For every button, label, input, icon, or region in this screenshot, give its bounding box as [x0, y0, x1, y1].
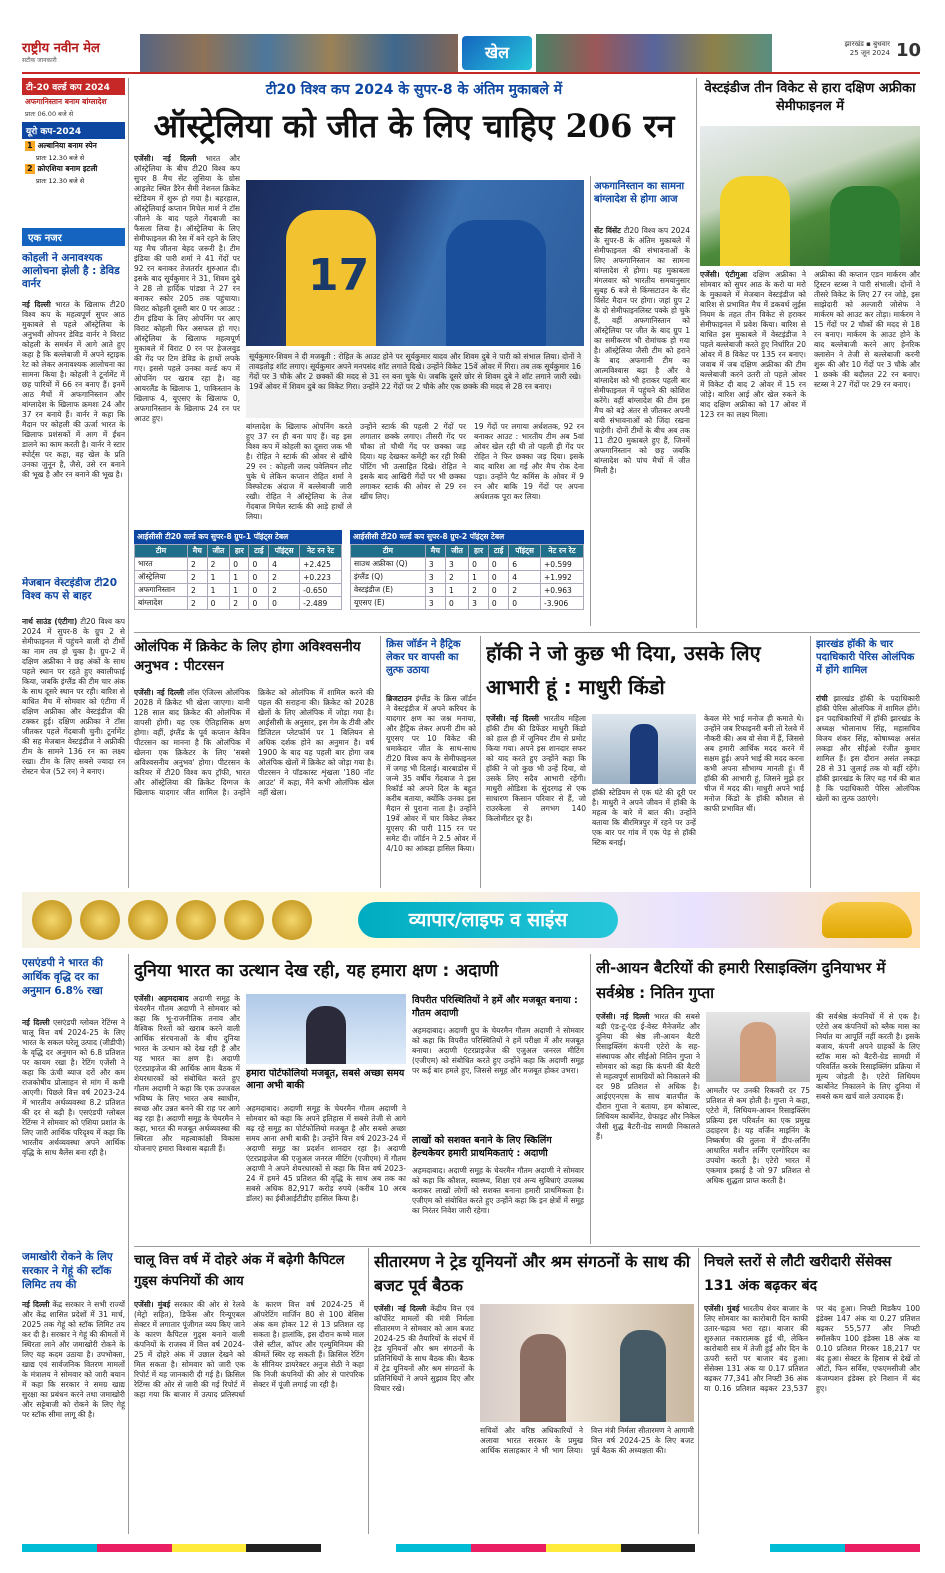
- sidebar-schedule: [22, 78, 125, 218]
- table-cell: 1: [469, 571, 489, 584]
- table-cell: 1: [207, 584, 230, 597]
- hockey-photo-caption: हॉकी स्टेडियम से एक घंटे की दूरी पर है। माधुरी ने अपने जीवन में हॉकी के महत्व के बारे में बात की। उन्होंने बताया कि बीरमित्रपुर में रहने पर उन्हें एक बार पर गांव में एक पेड़ से हॉकी स्टिक बनाई।: [592, 788, 696, 847]
- jordan-body: [386, 694, 476, 886]
- biz-row2-div-b: [698, 1248, 699, 1534]
- coins-graphic: [32, 900, 332, 940]
- hockey-text-1: भारतीय महिला हॉकी टीम की डिफेंडर माधुरी किंडो को हाल ही में जूनियर टीम से प्रमोट किया गया। अपने इस शानदार सफर को याद करते हुए उन्होंने कहा कि हॉकी ने जो कुछ भी उन्हें दिया, वो उसके लिए सदैव आभारी रहेंगी। माधुरी ओडिशा के सुंदरगढ़ से एक साधारण किसान परिवार से हैं, जो राउरकेला से लगभग 140 किलोमीटर दूर है।: [486, 714, 586, 823]
- table1-header: टाई: [249, 545, 269, 558]
- table1-header: टीम: [135, 545, 188, 558]
- adani-portrait-figure: [306, 1006, 346, 1064]
- gupta-body-col1: [596, 1012, 700, 1240]
- lead-body-col1: [134, 154, 240, 528]
- lead-photo-caption: सूर्यकुमार-शिवम ने दी मजबूती : रोहित के आउट होने पर सूर्यकुमार यादव और शिवम दुबे ने पारी को संभाल लिया। दोनों ने तावड़तोड़ शॉट लगाए। सूर्यकुमार अपने मनपसंद शॉट लगाते दिखे। उन्होंने विकेट 15वें ओवर में गिरा। तब तक सूर्यकुमार 16 गेंदों पर 3 चौके और 2 छक्कों की मदद से 31 रन बना चुके थे। जबकि दूसरे छोर से शिवम दुबे ने शॉट लगाने जारी रखे। 19वें ओवर में शिवम दुबे का विकेट गिरा। उन्होंने 22 गेंदों पर 2 चौके और एक छक्के की मदद से 28 रन बनाए।: [246, 350, 584, 418]
- table-cell: साउथ अफ्रीका (Q): [351, 558, 426, 571]
- table-cell: -2.489: [300, 597, 342, 610]
- lead-kicker: टी20 विश्व कप 2024 के सुपर-8 के अंतिम मुकाबले में: [265, 82, 563, 98]
- adani-dateline: एजेंसी। अहमदाबाद: [134, 994, 189, 1003]
- player-jersey-number: 17: [308, 250, 370, 301]
- wi-text-1: दक्षिण अफ्रीका ने सोमवार को सुपर आठ के करो या मरो के मुकाबले में मेजबान वेस्टइंडीज को बारिश से प्रभावित मैच में डकवर्थ लुईस नियम के तहत तीन विकेट से हराकर सेमीफाइनल में प्रवेश किया। बारिश से बाधित इस मुकाबले में वेस्टइंडीज ने पहले बल्लेबाजी करते हुए निर्धारित 20 ओवर में 8 विकेट पर 135 रन बनाए। जवाब में जब दक्षिण अफ्रीका की टीम बल्लेबाजी करने उतरी तो पहले ओवर में विकेट दी बाद 2 ओवर में 15 रन जोड़े। बारिश आई और खेल रुकने के बाद दक्षिण अफ्रीका को 17 ओवर में 123 रन का लक्ष्य मिला।: [700, 270, 806, 419]
- lead-dateline: एजेंसी। नई दिल्ली: [134, 154, 197, 163]
- gupta-body-col3: की सर्वश्रेष्ठ कंपनियों में से एक है। एटेरो अब कंपनियों को ब्लैक मास का निर्यात या आपूर्ति नहीं करती है। इसके बजाय, कंपनी अपने ग्राहकों के लिए स्टॉक मास को बैटरी-ग्रेड सामग्री में परिवर्तित करके रिसाइक्लिंग प्रक्रिया में मूल्य जोड़ती है। एटेरो लिथियम कार्बोनेट निकालने के लिए दुनिया में सबसे कम खर्च वाले उत्पादक हैं।: [816, 1012, 920, 1101]
- table-cell: 3: [469, 597, 489, 610]
- brand-name: राष्ट्रीय नवीन मेल: [22, 41, 100, 56]
- masthead: [22, 34, 920, 74]
- sp-text: एसएंडपी ग्लोबल रेटिंग्स ने चालू वित्त वर्ष 2024-25 के लिए भारत के सकल घरेलू उत्पाद (जीडीपी) के वृद्धि दर अनुमान को 6.8 प्रतिशत पर कायम रखा है। रेटिंग एजेंसी ने कहा कि ऊंची ब्याज दरों और कम राजकोषीय प्रोत्साहन से मांग में कमी आएगी। पिछले वित्त वर्ष 2023-24 में भारतीय अर्थव्यवस्था 8.2 प्रतिशत की दर से बढ़ी है। एसएंडपी ग्लोबल रेटिंग्स ने सोमवार को एशिया प्रशांत के लिए जारी आर्थिक परिदृश्य में कहा कि भारतीय अर्थव्यवस्था अपने आर्थिक वृद्धि के साथ बैलेंस बना रही है।: [22, 1018, 125, 1157]
- euro-match-2: [22, 162, 125, 176]
- sitharaman-dateline: एजेंसी। नई दिल्ली: [374, 1304, 427, 1313]
- player-jersey-blue: [446, 220, 546, 346]
- table-cell: 0: [249, 558, 269, 571]
- lead-body-col3: उन्होंने स्टार्क की पहली 2 गेंदों पर लगातार छक्के लगाए। तीसरी गेंद पर चौका तो चौथी गेंद पर छक्का जड़ दिया। यह देखकर कमेंट्री कर रही रिकी पोंटिंग भी उत्साहित दिखे। रोहित ने इसके बाद आखिरी गेंदों पर भी छक्का लगाकर स्टार्क की ओवर से 29 रन खींच लिए।: [360, 422, 466, 501]
- olympic-body: [134, 688, 374, 886]
- wi-photo: [700, 126, 920, 266]
- row2-div-b: [480, 636, 481, 888]
- table-cell: वेस्टइंडीज (E): [351, 584, 426, 597]
- adani-headline: दुनिया भारत का उत्थान देख रही, यह हमारा क्षण : अदाणी: [134, 961, 499, 981]
- adani-sub2-body: अहमदाबाद। अदाणी ग्रुप के चेयरमैन गौतम अदाणी ने सोमवार को कहा कि विपरीत परिस्थितियों ने हमें परीक्षा में और मजबूत बनाया। अदाणी एंटरप्राइजेज की एजुअल जनरल मीटिंग (एजीएम) को संबोधित करते हुए उन्होंने कहा कि अदाणी समूह पर कई बार हमले हुए, जिससे समूह और मजबूत होकर उभरा।: [412, 1026, 584, 1075]
- euro-match-2-teams: क्रोएशिया बनाम इटली: [37, 164, 98, 173]
- business-banner: [22, 892, 920, 948]
- euro-match-1-no: 1: [27, 141, 33, 150]
- table-cell: 2: [469, 584, 489, 597]
- t20-title: टी-20 वर्ल्ड कप 2024: [22, 78, 125, 95]
- biz-sidebar-divider: [128, 954, 129, 1534]
- table-cell: 0: [269, 597, 300, 610]
- table-cell: 0: [230, 558, 249, 571]
- wheat-dateline: नई दिल्ली: [22, 1300, 50, 1309]
- side-story-2-body: [22, 617, 125, 887]
- table-cell: 1: [445, 584, 468, 597]
- sensex-text: भारतीय शेयर बाजार के लिए सोमवार का कारोबारी दिन काफी उतार-चढ़ाव भरा रहा। बाजार की शुरुआत नकारात्मक हुई थी, लेकिन कारोबारी सत्र में तेजी हुई और दिन के ऊपरी स्तरों पर बाजार बंद हुआ। सेंसेक्स 131 अंक या 0.17 प्रतिशत बढ़कर 77,341 और निफ्टी 36 अंक या 0.16 प्रतिशत बढ़कर 23,537 पर बंद हुआ। निफ्टी मिडकैप 100 इंडेक्स 147 अंक या 0.27 प्रतिशत बढ़कर 55,577 और निफ्टी स्मॉलकैप 100 इंडेक्स 18 अंक या 0.10 प्रतिशत गिरकर 18,217 पर बंद हुआ। सेक्टर के हिसाब से देखें तो ऑटो, फिन सर्विस, एफएमसीजी और कंजम्पशन इंडेक्स हरे निशान में बंद हुए।: [704, 1304, 920, 1393]
- afg-headline: अफगानिस्तान का सामना बांग्लादेश से होगा आज: [594, 181, 685, 205]
- sitharaman-body: [374, 1304, 474, 1532]
- adani-divider: [590, 954, 591, 1244]
- table-cell: 1: [230, 571, 249, 584]
- dateline-box: [782, 40, 890, 58]
- table-cell: 6: [509, 558, 541, 571]
- table-cell: 2: [269, 571, 300, 584]
- hockey-dateline: एजेंसी। नई दिल्ली: [486, 714, 539, 723]
- adani-body: [134, 994, 240, 1240]
- hockey-player-figure: [630, 724, 658, 784]
- table-cell: 0: [488, 571, 508, 584]
- gupta-dateline: एजेंसी। नई दिल्ली: [596, 1012, 650, 1021]
- wheat-body: [22, 1300, 125, 1532]
- table-cell: 2: [188, 584, 208, 597]
- side-story-1-body: [22, 300, 125, 572]
- table-cell: 2: [207, 558, 230, 571]
- table2-header: पॉइंट्स: [509, 545, 541, 558]
- sidebar-divider: [128, 78, 129, 888]
- gupta-body-col2: आमतौर पर उनकी रिकवरी दर 75 प्रतिशत से कम होती है। गुप्ता ने कहा, एटेरो में, लिथियम-आयन रिसाइक्लिंग प्रक्रिया इस परिवर्तन का एक प्रमुख उदाहरण है। यह वर्जिन माइनिंग के निष्कर्षण की तुलना में डीप-लर्निंग आधारित मशीन लर्निंग एल्गोरिदम का उपयोग करती है। एटेरो भारत में एकमात्र इकाई है जो 97 प्रतिशत से अधिक शुद्धता प्राप्त करती है।: [706, 1086, 810, 1185]
- sitharaman-text: केंद्रीय वित्त एवं कॉर्पोरेट मामलों की मंत्री निर्मला सीतारमण ने सोमवार को आम बजट 2024-25 की तैयारियों के संदर्भ में ट्रेड यूनियनों और श्रम संगठनों के प्रतिनिधियों के साथ बैठक की। बैठक में ट्रेड यूनियनों और श्रम संगठनों के प्रतिनिधियों ने अपने सुझाव दिए और विचार रखे।: [374, 1304, 474, 1393]
- hockey-body-col1: [486, 714, 586, 886]
- table-row: [135, 558, 342, 571]
- lead-headline: ऑस्ट्रेलिया को जीत के लिए चाहिए 206 रन: [153, 107, 675, 145]
- olympic-dateline: एजेंसी। नई दिल्ली: [134, 688, 185, 697]
- euro-title: यूरो कप-2024: [22, 122, 125, 139]
- table2-header: टीम: [351, 545, 426, 558]
- row2-div-a: [380, 636, 381, 888]
- table-cell: 2: [445, 571, 468, 584]
- table1-header: जीत: [207, 545, 230, 558]
- table-cell: 2: [269, 584, 300, 597]
- table-cell: 2: [509, 584, 541, 597]
- print-color-bar: [22, 1544, 920, 1552]
- wi-dateline: एजेंसी। एंटीगुआ: [700, 270, 748, 279]
- table-cell: +0.599: [541, 558, 584, 571]
- table-cell: 2: [188, 558, 208, 571]
- table-cell: 2: [188, 597, 208, 610]
- points-table-group1: [134, 530, 342, 610]
- table-row: [351, 584, 584, 597]
- table-cell: अफगानिस्तान: [135, 584, 188, 597]
- table1-header: हार: [230, 545, 249, 558]
- table-cell: 0: [488, 584, 508, 597]
- table2-header: टाई: [488, 545, 508, 558]
- table2-header: जीत: [445, 545, 468, 558]
- table2-header: नेट रन रेट: [541, 545, 584, 558]
- wi-headline: वेस्टइंडीज तीन विकेट से हारा दक्षिण अफ्रीका सेमीफाइनल में: [704, 81, 916, 114]
- olympic-headline: ओलंपिक में क्रिकेट के लिए होगा अविश्वसनीय अनुभव : पीटरसन: [134, 639, 361, 674]
- wi-divider: [696, 78, 697, 628]
- table-row: [351, 597, 584, 610]
- adani-photo: [246, 994, 406, 1064]
- table-cell: 0: [509, 597, 541, 610]
- points-table-group2: [350, 530, 584, 610]
- jordan-headline: क्रिस जॉर्डन ने हैट्रिक लेकर घर वापसी का लुत्फ उठाया: [386, 639, 461, 676]
- afg-divider: [590, 176, 591, 626]
- euro-match-2-time: प्रातः 12.30 बजे से: [36, 177, 85, 185]
- side-story-2-dateline: नार्थ साउंड (एंटीगा): [22, 617, 78, 626]
- brand-subtitle: सटीक जानकारी: [22, 57, 57, 64]
- table-cell: बांग्लादेश: [135, 597, 188, 610]
- lead-text-1: भारत और ऑस्ट्रेलिया के बीच टी20 विश्व कप सुपर 8 मैच सेंट लूसिया के ग्रोस आइलेट स्थित डैरेन सैमी नेशनल क्रिकेट स्टेडियम में शुरू हो गया है। बहरहाल, ऑस्ट्रेलियाई कप्तान मिचेल मार्श ने टॉस जीतने के बाद पहले गेंदबाजी का फैसला लिया है। ऑस्ट्रेलिया के लिए सेमीफाइनल की रेस में बने रहने के लिए यह मैच जीतना बेहद जरूरी है। टीम इंडिया की पारी शर्मा ने 41 गेंदों पर 92 रन बनाकर तेजतर्रार शुरुआत दी। इसके बाद सूर्यकुमार ने 31, शिवम दुबे ने 28 तो हार्दिक पांड्या ने 27 रन बनाकर स्कोर 205 तक पहुंचाया। विराट कोहली दूसरी बार 0 पर आउट : टीम इंडिया के लिए ओपनिंग पर आए विराट कोहली फिर असफल हो गए। ऑस्ट्रेलिया के खिलाफ महत्वपूर्ण मुकाबले में विराट 0 रन पर हेजलवुड की गेंद पर टिम डेविड के हाथों लपके गए। इससे पहले उनका वर्ल्ड कप में ओपनिंग पर खराब रहा है। वह आयरलैंड के खिलाफ 1, पाकिस्तान के खिलाफ 4, यूएसए के खिलाफ 0, अफगानिस्तान के खिलाफ 24 रन पर आउट हुए।: [134, 154, 240, 423]
- table1: [134, 544, 342, 610]
- jharkhand-text: झारखंड हॉकी के पदाधिकारी हॉकी पेरिस ओलंपिक में शामिल होंगे। इन पदाधिकारियों में हॉकी झारखंड के अध्यक्ष भोलानाथ सिंह, महासचिव विजय शंकर सिंह, कोषाध्यक्ष असंत लकड़ा और सीईओ रंजीत कुमार शामिल हैं। इस दौरान असंत लकड़ा 28 से 31 जुलाई तक वो वहीं रहेंगे। हॉकी झारखंड के लिए यह गर्व की बात है कि पदाधिकारी पेरिस ओलंपिक खेलों का लुत्फ उठाएंगे।: [816, 694, 920, 803]
- table-cell: 0: [488, 597, 508, 610]
- table-cell: +0.223: [300, 571, 342, 584]
- gupta-portrait-figure: [740, 1022, 776, 1082]
- olympic-text: लॉस एंजिल्स ओलंपिक 2028 में क्रिकेट भी खेला जाएगा। यानी 128 साल बाद क्रिकेट की ओलंपिक में वापसी होगी। यह एक ऐतिहासिक क्षण होगा। वहीं, इंग्लैंड के पूर्व कप्तान केविन पीटरसन का मानना है कि ओलंपिक में खेलना एक क्रिकेटर के लिए 'सबसे अविश्वसनीय अनुभव' होगा। पीटरसन के करियर में टी20 विश्व कप ट्रॉफी, भारत और ऑस्ट्रेलिया की क्रिकेट दिग्गज के खिलाफ यादगार जीत शामिल है। उन्होंने क्रिकेट को ओलंपिक में शामिल करने की पहल की सराहना की। क्रिकेट को 2028 खेलों के लिए ओलंपिक में जोड़ा गया है। आईसीसी के अनुसार, इस गेम के टीवी और डिजिटल प्लेटफॉर्म पर 1 बिलियन से अधिक दर्शक होने का अनुमान है। वर्ष 1900 के बाद यह पहली बार होगा जब ओलंपिक खेलों में क्रिकेट को जोड़ा गया है। पीटरसन ने पॉडकास्ट शृंखला '180 नॉट आउट' में कहा, मैंने कभी ओलंपिक खेल नहीं खेला।: [134, 688, 374, 797]
- euro-match-1-time: प्रातः 12.30 बजे से: [36, 154, 85, 162]
- table-cell: इंग्लैंड (Q): [351, 571, 426, 584]
- table-cell: -0.650: [300, 584, 342, 597]
- side-story-2-text: टी20 विश्व कप 2024 में सुपर-8 के ग्रुप 2 से सेमीफाइनल में पहुंचने वाली दो टीमों का नाम तय हो चुका है। ग्रुप-2 में दक्षिण अफ्रीका ने छह अंकों के साथ पहले स्थान पर रहते हुए क्वालीफाई किया, जबकि इंग्लैंड की टीम चार अंक के साथ दूसरे स्थान पर रही। बारिश से बाधित मैच में सोमवार को एंटीगा में दक्षिण अफ्रीका और वेस्टइंडीज की टक्कर हुई। दक्षिण अफ्रीका ने टॉस जीतकर पहले गेंदबाजी चुनी। टूर्नामेंट की सह मेजबान वेस्टइंडीज ने अफ्रीकी टीम के सामने 136 रन का लक्ष्य रखा। टीम के लिए सबसे ज्यादा रन रोस्टन चेज (52 रन) ने बनाए।: [22, 617, 125, 776]
- table-cell: 0: [249, 571, 269, 584]
- sitharaman-caption: सचिवों और वरिष्ठ अधिकारियों ने अलावा भारत सरकार के प्रमुख आर्थिक सलाहकार ने भी भाग लिया। वित्त मंत्री निर्मला सीतारमण ने आगामी वित्त वर्ष 2024-25 के लिए बजट पूर्व बैठक की अध्यक्षता की।: [480, 1426, 694, 1455]
- wi-player-jersey-2: [830, 186, 900, 266]
- euro-match-1: [22, 139, 125, 153]
- table1-header: पॉइंट्स: [269, 545, 300, 558]
- table1-header: मैच: [188, 545, 208, 558]
- wheat-headline: जमाखोरी रोकने के लिए सरकार ने गेहूं की स्टॉक लिमिट तय की: [22, 1251, 113, 1291]
- jharkhand-body: [816, 694, 920, 886]
- wi-body-col1: [700, 270, 806, 626]
- table-cell: 2: [230, 597, 249, 610]
- table-cell: भारत: [135, 558, 188, 571]
- lead-body-col2: बांग्लादेश के खिलाफ ओपनिंग करते हुए 37 रन ही बना पाए हैं। वह इस विश्व कप में कोहली का दूसरा जक भी है। रोहित ने स्टार्क की ओवर से खींचे 29 रन : कोहली जल्द पवेलियन लौट चुके थे लेकिन कप्तान रोहित शर्मा ने विस्फोटक अंदाज में बल्लेबाजी जारी रखी। रोहित ने ऑस्ट्रेलिया के तेज गेंदबाज मिचेल स्टार्क की आड़े हाथों ले लिया।: [246, 422, 352, 521]
- wi-player-jersey-1: [720, 176, 790, 266]
- coin-icon: [272, 900, 312, 940]
- table2-title: आईसीसी टी20 वर्ल्ड कप सुपर-8 ग्रुप-2 पॉइंट्स टेबल: [350, 530, 584, 544]
- page-number: 10: [896, 40, 922, 61]
- capgoods-headline: चालू वित्त वर्ष में दोहरे अंक में बढ़ेगी कैपिटल गुड्स कंपनियों की आय: [134, 1253, 345, 1289]
- table-row: [351, 571, 584, 584]
- jordan-text: इंग्लैंड के क्रिस जॉर्डन ने वेस्टइंडीज में अपने करियर के यादगार क्षण का जश्न मनाया, और हैट्रिक लेकर अपनी टीम को यूएसए पर 10 विकेट की धमाकेदार जीत के साथ-साथ टी20 विश्व कप के सेमीफाइनल में जगह भी दिलाई। बारबाडोस में जन्मे 35 वर्षीय गेंदबाज ने इस रिकॉर्ड को अपने दिल के बहुत करीब बताया, क्योंकि उनका इस मैदान से पुराना नाता है। उन्होंने 19वें ओवर में चार विकेट लेकर यूएसए की पारी 115 रन पर समेट दी। जॉर्डन ने 2.5 ओवर में 4/10 का आंकड़ा हासिल किया।: [386, 694, 476, 853]
- side-story-1-headline: कोहली ने अनावश्यक आलोचना झेली है : डेविड वार्नर: [22, 252, 120, 290]
- table2-header: हार: [469, 545, 489, 558]
- table-cell: 2: [188, 571, 208, 584]
- table-row: [135, 597, 342, 610]
- table2-header: मैच: [425, 545, 445, 558]
- ek-najar-label: एक नजर: [28, 233, 62, 244]
- table-cell: 3: [425, 571, 445, 584]
- player-strip-left: [140, 34, 458, 72]
- table-cell: 3: [425, 558, 445, 571]
- hockey-headline: हॉकी ने जो कुछ भी दिया, उसके लिए आभारी हूं : माधुरी किंडो: [486, 641, 761, 699]
- wheat-text: केंद्र सरकार ने सभी राज्यों और केंद्र शासित प्रदेशों में 31 मार्च, 2025 तक गेहूं को स्टॉक लिमिट तय कर दी है। सरकार ने गेहूं की कीमतों में स्थिरता लाने और जमाखोरी रोकने के लिए यह कदम उठाया है। उपभोक्ता, खाद्य एवं सार्वजनिक वितरण मामलों के मंत्रालय ने सोमवार को जारी बयान में कहा कि सरकार ने समग्र खाद्य सुरक्षा का प्रबंधन करने तथा जमाखोरी और सट्टेबाजी को रोकने के लिए गेहूं पर स्टॉक सीमा लागू की है।: [22, 1300, 125, 1419]
- table-cell: 0: [445, 597, 468, 610]
- coin-icon: [176, 900, 216, 940]
- coin-icon: [224, 900, 264, 940]
- adani-sub3-headline: लाखों को सशक्त बनाने के लिए स्किलिंग हेल्थकेयर हमारी प्राथमिकताएं : अदाणी: [412, 1135, 552, 1159]
- table-cell: +0.963: [541, 584, 584, 597]
- table1-title: आईसीसी टी20 वर्ल्ड कप सुपर-8 ग्रुप-1 पॉइंट्स टेबल: [134, 530, 342, 544]
- table-cell: 3: [445, 558, 468, 571]
- table-cell: 1: [207, 571, 230, 584]
- adani-sub1-body: अहमदाबाद। अदाणी समूह के चेयरमैन गौतम अदाणी ने सोमवार को कहा कि अपने इतिहास में सबसे तेजी से आगे बढ़ रहे समूह का पोर्टफोलियो मजबूत है और सबसे अच्छा समय आना अभी बाकी है। उन्होंने वित्त वर्ष 2023-24 में अदाणी समूह का प्रदर्शन शानदार रहा है। अदाणी एंटरप्राइजेज की एजुअल जनरल मीटिंग (एजीएम) में गौतम अदाणी ने अपने शेयरधारकों से कहा कि वित्त वर्ष 2023-24 में हमने 45 प्रतिशत की वृद्धि के साथ अब तक का सबसे अधिक 82,917 करोड़ रुपये (करीब 10 अरब डॉलर) का ईबीआईटीडीए हासिल किया है।: [246, 1104, 406, 1203]
- table-cell: 3: [425, 584, 445, 597]
- sensex-headline: निचले स्तरों से लौटी खरीदारी सेंसेक्स 131 अंक बढ़कर बंद: [704, 1254, 892, 1294]
- biz-row2-rule: [134, 1246, 920, 1247]
- adani-sub3-body: अहमदाबाद। अदाणी समूह के चेयरमैन गौतम अदाणी ने सोमवार को कहा कि कौशल, स्वास्थ्य, शिक्षा एवं अन्य सुविधाएं उपलब्ध कराकर लाखों लोगों को सशक्त बनाना हमारी प्राथमिकता है। एजीएम को संबोधित करते हुए उन्होंने कहा कि इन क्षेत्रों में समूह का निरंतर निवेश जारी रहेगा।: [412, 1166, 584, 1215]
- sp-body: [22, 1018, 125, 1246]
- sp-headline: एसएंडपी ने भारत की आर्थिक वृद्धि दर का अनुमान 6.8% रखा: [22, 957, 103, 997]
- jordan-dateline: ब्रिजटाउन: [386, 694, 412, 703]
- adani-sub1-headline: हमारा पोर्टफोलियो मजबूत, सबसे अच्छा समय आना अभी बाकी: [246, 1068, 405, 1091]
- car-graphic: [822, 902, 912, 938]
- table-cell: यूएसए (E): [351, 597, 426, 610]
- coin-icon: [128, 900, 168, 940]
- side-story-1-text: भारत के खिलाफ टी20 विश्व कप के महत्वपूर्ण सुपर आठ मुकाबले से पहले ऑस्ट्रेलिया के अनुभवी ओपनर डेविड वार्नर ने विराट कोहली के समर्थन में आगे आते हुए कहा है कि बल्लेबाजी में अपने स्ट्राइक रेट को लेकर अनावश्यक आलोचना का सामना किया है। कोहली ने टूर्नामेंट में छह पारियों में 66 रन बनाए हैं। इनमें आठ मैचों में अफगानिस्तान और बांग्लादेश के खिलाफ क्रमशः 24 और 37 रन बनाये हैं। वार्नर ने कहा कि मैदान पर कोहली की ऊर्जा भारत के खिलाफ प्रशंसकों में आग में ईंधन डालने का काम करती है। वार्नर ने स्टार स्पोर्ट्स पर कहा, वह खेल के प्रति उनका जुनून है, जैसे, उसे रन बनाने की भूख है और रन बनाने की भूख है।: [22, 300, 125, 479]
- row2-div-c: [810, 636, 811, 888]
- capgoods-body: [134, 1300, 364, 1532]
- gupta-headline: ली-आयन बैटरियों की हमारी रिसाइक्लिंग दुनियाभर में सर्वश्रेष्ठ : नितिन गुप्ता: [596, 959, 886, 1002]
- side-story-1-dateline: नई दिल्ली: [22, 300, 51, 309]
- table-cell: -3.906: [541, 597, 584, 610]
- euro-match-2-no: 2: [27, 164, 33, 173]
- brand-logo: [22, 38, 132, 72]
- dateline: झारखंड ▪ बुधवार: [844, 40, 890, 48]
- table-cell: +1.992: [541, 571, 584, 584]
- wi-body-col2: अफ्रीका की कप्तान एडन मार्करम और ट्रिस्टन स्टब्स ने पारी संभाली। दोनों ने तीसरे विकेट के लिए 27 रन जोड़े, इस साझेदारी को अल्जारी जोसेफ ने मार्करम को आउट कर तोड़ा। मार्करम ने 15 गेंदों पर 2 चौकों की मदद से 18 रन बनाए। मार्करम के आउट होने के बाद बल्लेबाजी करने आए हेनरिक क्लासेन ने तेजी से बल्लेबाजी करनी शुरू की और 10 गेंदों पर 3 चौके और 1 छक्के की बदौलत 22 रन बनाए। स्टब्स ने 27 गेंदों पर 29 रन बनाए।: [814, 270, 920, 389]
- row2-rule: [134, 632, 920, 633]
- table-cell: 1: [230, 584, 249, 597]
- coin-icon: [80, 900, 120, 940]
- business-banner-title-box: [358, 902, 618, 938]
- coin-icon: [32, 900, 72, 940]
- official-figure: [620, 1330, 666, 1422]
- table-cell: 4: [509, 571, 541, 584]
- biz-row2-div-a: [368, 1248, 369, 1534]
- table-cell: 3: [425, 597, 445, 610]
- table2: [350, 544, 584, 610]
- player-strip-right: [536, 34, 772, 72]
- gupta-photo: [706, 1012, 810, 1082]
- capgoods-dateline: एजेंसी। मुंबई: [134, 1300, 171, 1309]
- lead-body-col4: 19 गेंदों पर लगाया अर्धशतक, 92 रन बनाकर आउट : भारतीय टीम अब 5वां ओवर खेल रही थी तो पहली ही गेंद पर रोहित ने फिर छक्का जड़ दिया। इसके बाद बारिश आ गई और मैच रोक देना पड़ा। उन्होंने पैट कमिंस के ओवर में 9 रन और बाकि 19 गेंदों पर अपना अर्धशतक पूरा कर लिया।: [474, 422, 584, 501]
- t20-match: अफगानिस्तान बनाम बांग्लादेश: [25, 97, 107, 106]
- section-badge: [462, 36, 532, 70]
- table1-header: नेट रन रेट: [300, 545, 342, 558]
- sitharaman-photo: [480, 1304, 694, 1422]
- hockey-body-col2: केवल मेरे भाई मनोज ही कमाते थे। उन्होंने जब रिफाइनरी बनी तो रेलवे में नौकरी की। अब वो सेवा में हैं, जिससे अब हमारी आर्थिक मदद करने में सक्षम हुई। अपने भाई की मदद करना कभी अपना सौभाग्य मानती हूं। मैं हॉकी की आभारी हूं, जिसने मुझे हर चीज में मदद की। माधुरी अपने भाई मनोज किंडो के हॉकी कौशल से काफी प्रभावित थीं।: [704, 714, 804, 813]
- section-label: खेल: [485, 43, 509, 62]
- afg-body: [594, 226, 690, 626]
- euro-match-1-teams: अल्बानिया बनाम स्पेन: [37, 141, 97, 150]
- minister-figure: [520, 1334, 566, 1422]
- table-cell: 4: [269, 558, 300, 571]
- sp-dateline: नई दिल्ली: [22, 1018, 50, 1027]
- table-cell: 0: [488, 558, 508, 571]
- table-cell: 0: [469, 558, 489, 571]
- sensex-dateline: एजेंसी। मुंबई: [704, 1304, 740, 1313]
- side-story-2-headline: मेजबान वेस्टइंडीज टी20 विश्व कप से बाहर: [22, 577, 118, 602]
- table-cell: +2.425: [300, 558, 342, 571]
- lead-photo: [246, 180, 584, 346]
- table-cell: 0: [249, 597, 269, 610]
- sensex-body: [704, 1304, 920, 1532]
- capgoods-text: सरकार की ओर से रेलवे (मेट्रो सहित), डिफेंस और रिन्यूएबल सेक्टर में लगातार पूंजीगत व्यय किए जाने के कारण कैपिटल गुड्स बनाने वाली कंपनियों के राजस्व में वित्त वर्ष 2024-25 में दोहरे अंक में उछाल देखने को मिल सकता है। सोमवार को जारी एक रिपोर्ट में यह जानकारी दी गई है। क्रिसिल रेटिंग्स की ओर से जारी की गई रिपोर्ट में कहा गया कि बाजार में उत्पाद प्रतिस्पर्धा के कारण वित्त वर्ष 2024-25 में ऑपरेटिंग मार्जिन 80 से 100 बेसिस अंक कम होकर 12 से 13 प्रतिशत रह सकता है। हालांकि, इस दौरान कच्चे माल जैसे स्टील, कॉपर और एल्युमिनियम की कीमतें स्थिर रह सकती हैं। क्रिसिल रेटिंग के सीनियर डायरेक्टर अनुज सेठी ने कहा कि निजी कंपनियों की ओर से पारंपरिक सेक्टर में पूंजी लगाई जा रही है।: [134, 1300, 364, 1399]
- table-cell: 0: [249, 584, 269, 597]
- table-row: [135, 571, 342, 584]
- t20-time: प्रातः 06.00 बजे से: [25, 110, 74, 118]
- ek-najar-header: [22, 228, 125, 246]
- gupta-text-1: भारत की सबसे बड़ी एंड-टू-एंड ई-वेस्ट मैनेजमेंट और दुनिया की श्रेष्ठ ली-आयन बैटरी रिसाइक्लिंग कंपनी एटेरो के सह-संस्थापक और सीईओ नितिन गुप्ता ने सोमवार को कहा कि कंपनी की बैटरी से महत्वपूर्ण सामग्रियों को निकालने की दर 98 प्रतिशत से अधिक है। आईएएनएस के साथ बातचीत के दौरान गुप्ता ने बताया, हम कोबाल्ट, लिथियम कार्बोनेट, ग्रेफाइट और निकेल जैसी शुद्ध बैटरी-ग्रेड सामग्री निकालते हैं।: [596, 1012, 700, 1141]
- business-banner-title: व्यापार/लाइफ व साइंस: [408, 909, 568, 931]
- table-cell: ऑस्ट्रेलिया: [135, 571, 188, 584]
- table-row: [135, 584, 342, 597]
- adani-sub2-headline: विपरीत परिस्थितियों ने हमें और मजबूत बनाया : गौतम अदाणी: [412, 995, 578, 1019]
- afg-dateline: सेंट विंसेंट: [594, 226, 621, 235]
- jharkhand-dateline: रांची: [816, 694, 828, 703]
- hockey-photo: [592, 714, 696, 784]
- table-row: [351, 558, 584, 571]
- table-cell: 0: [207, 597, 230, 610]
- afg-text: टी20 विश्व कप 2024 के सुपर-8 के अंतिम मुकाबले में सेमीफाइनल की संभावनाओं के लिए अफगानिस्तान का सामना बांग्लादेश से होगा। यह मुकाबला मंगलवार को भारतीय समयानुसार सुबह 6 बजे से किंग्सटाउन के सेंट विंसेंट मैदान पर होगा। जहां ग्रुप 2 के दो सेमीफाइनलिस्ट पक्के हो चुके हैं, वहीं अफगानिस्तान को ऑस्ट्रेलिया पर जीत के बाद ग्रुप 1 का समीकरण भी रोमांचक हो गया है। ऑस्ट्रेलिया जैसी टीम को हराने के बाद अफगानी टीम का आत्मविश्वास बढ़ा है और वे बांग्लादेश को भी हराकर पहली बार सेमीफाइनल में पहुंचने की कोशिश करेंगे। वहीं बांग्लादेश की टीम इस मैच को बड़े अंतर से जीतकर अपनी बची संभावनाओं को जिंदा रखना चाहेगी। दोनों टीमों के बीच अब तक 11 टी20 मुकाबले हुए हैं, जिनमें अफगानिस्तान को छह जबकि बांग्लादेश को पांच मैचों में जीत मिली है।: [594, 226, 690, 475]
- adani-text: अदाणी समूह के चेयरमैन गौतम अदाणी ने सोमवार को कहा कि भू-राजनीतिक तनाव और वैश्विक रिश्तों को खराब करने वाली आर्थिक संरचनाओं के बीच दुनिया भारत के उत्थान को देख रही है और यह भारत का क्षण है। अदाणी एंटरप्राइजेज की आर्थिक आम बैठक में शेयरधारकों को संबोधित करते हुए गौतम अदाणी ने कहा कि एक उज्जवल भविष्य के लिए भारत अब स्वाधीन, स्वच्छ और उन्नत बनने की राह पर आगे बढ़ रहा है। अदाणी समूह के चेयरमैन ने कहा, भारत की मजबूत अर्थव्यवस्था की स्थिरता और महत्वाकांक्षी विकास योजनाएं हमारा विश्वास बढ़ाती हैं।: [134, 994, 240, 1153]
- sitharaman-headline: सीतारमण ने ट्रेड यूनियनों और श्रम संगठनों के साथ की बजट पूर्व बैठक: [374, 1252, 691, 1295]
- jharkhand-headline: झारखंड हॉकी के चार पदाधिकारी पेरिस ओलंपिक में होंगे शामिल: [816, 639, 915, 676]
- date: 25 जून 2024: [849, 49, 890, 57]
